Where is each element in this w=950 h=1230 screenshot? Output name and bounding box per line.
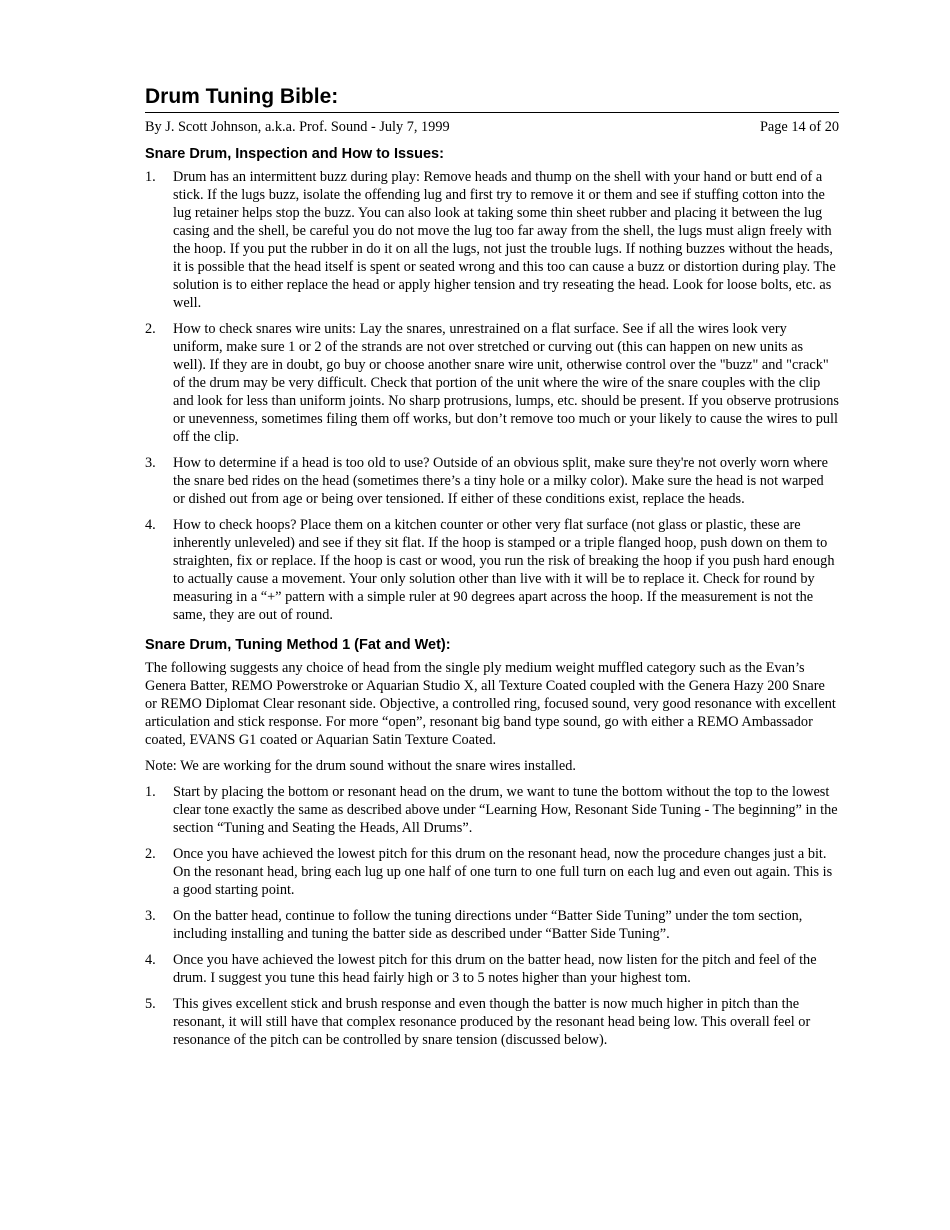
list-item [145, 907, 839, 943]
list-item [145, 168, 839, 312]
list-text: Once you have achieved the lowest pitch for this drum on the resonant head, now the procedure changes just a bit. On the resonant head, bring each lug up one half of one turn to one full turn on each lug and even out again. This is a good starting point. [173, 846, 833, 898]
list-text: Start by placing the bottom or resonant head on the drum, we want to tune the bottom without the top to the lowest clear tone exactly the same as described above under “Learning How, Resonant Side Tuning - The beginning” in the section “Tuning and Seating the Heads, All Drums”. [173, 784, 838, 836]
list-number: 2. [145, 846, 156, 862]
byline-row [145, 118, 839, 136]
list-number: 4. [145, 517, 156, 533]
page-number: Page 14 of 20 [759, 119, 839, 135]
list-number: 5. [145, 996, 156, 1012]
intro-paragraph: The following suggests any choice of head from the single ply medium weight muffled category such as the Evan’s Genera Batter, REMO Powerstroke or Aquarian Studio X, all Texture Coated coupled with the Genera Hazy 200 Snare or REMO Diplomat Clear resonant side. Objective, a controlled ring, focused sound, very good resonance with excellent articulation and stick response. For more “open”, resonant big band type sound, go with either a REMO Ambassador coated, EVANS G1 coated or Aquarian Satin Texture Coated. [145, 660, 836, 748]
list-number: 2. [145, 321, 156, 337]
list-text: This gives excellent stick and brush response and even though the batter is now much higher in pitch than the resonant, it will still have that complex resonance produced by the resonant head being low. This overall feel or resonance of the pitch can be controlled by snare tension (discussed below). [173, 996, 811, 1048]
list-text: Drum has an intermittent buzz during play: Remove heads and thump on the shell with your hand or butt end of a stick. If the lugs buzz, isolate the offending lug and first try to remove it or them and see if stuffing cotton into the lug retainer helps stop the buzz. You can also look at taking some thin sheet rubber and placing it between the lug casing and the shell, be careful you do not move the lug too far away from the shell, the lugs must align freely with the hoop. If you put the rubber in do it on all the lugs, not just the trouble lugs. If nothing buzzes without the heads, it is possible that the head itself is spent or seated wrong and this too can cause a buzz or distortion during play. The solution is to either replace the head or apply higher tension and try reseating the head. Look for loose bolts, etc. as well. [173, 169, 836, 311]
list-number: 3. [145, 908, 156, 924]
list-text: On the batter head, continue to follow the tuning directions under “Batter Side Tuning” under the tom section, including installing and tuning the batter side as described under “Batter Side Tuning”. [173, 908, 803, 942]
list-item [145, 454, 839, 508]
document-title: Drum Tuning Bible: [145, 84, 839, 113]
list-item [145, 783, 839, 837]
list-item [145, 516, 839, 624]
tuning-steps-list [145, 783, 839, 1049]
list-item [145, 845, 839, 899]
list-number: 1. [145, 784, 156, 800]
list-text: How to check hoops? Place them on a kitchen counter or other very flat surface (not glass or plastic, these are inherently unleveled) and see if they sit flat. If the hoop is stamped or a triple flanged hoop, push down on them to straighten, fix or replace. If the hoop is cast or wood, you run the risk of breaking the hoop if you push hard enough to actually cause a movement. Your only solution other than live with it will be to replace it. Check for round by measuring in a “+” pattern with a simple ruler at 90 degrees apart across the hoop. If the measurement is not the same, they are out of round. [173, 517, 835, 623]
list-text: How to check snares wire units: Lay the snares, unrestrained on a flat surface. See if all the wires look very uniform, make sure 1 or 2 of the strands are not over stretched or curving out (this can happen on new units as well). If they are in doubt, go buy or choose another snare wire unit, otherwise control over the "buzz" and "crack" of the drum may be very difficult. Check that portion of the unit where the wire of the snare couples with the clip and look for less than uniform joints. No sharp protrusions, lumps, etc. should be present. If you observe protrusions or unevenness, sometimes filing them off works, but don’t remove too much or your likely to cause the wires to pull off the clip. [173, 321, 839, 445]
section-heading-tuning-method: Snare Drum, Tuning Method 1 (Fat and Wet): [145, 637, 451, 653]
document-page [145, 84, 839, 1057]
inspection-list [145, 168, 839, 624]
list-item [145, 320, 839, 446]
list-item [145, 951, 839, 987]
list-number: 3. [145, 455, 156, 471]
list-item [145, 995, 839, 1049]
note-paragraph: Note: We are working for the drum sound without the snare wires installed. [145, 758, 576, 774]
list-number: 1. [145, 169, 156, 185]
list-text: How to determine if a head is too old to use? Outside of an obvious split, make sure they're not overly worn where the snare bed rides on the head (sometimes there’s a tiny hole or a milky color). Make sure the head is not warped or dished out from age or being over tensioned. If either of these conditions exist, replace the heads. [173, 455, 828, 507]
author-date: By J. Scott Johnson, a.k.a. Prof. Sound - July 7, 1999 [145, 119, 450, 135]
section-heading-inspection: Snare Drum, Inspection and How to Issues: [145, 146, 444, 162]
list-number: 4. [145, 952, 156, 968]
list-text: Once you have achieved the lowest pitch for this drum on the batter head, now listen for the pitch and feel of the drum. I suggest you tune this head fairly high or 3 to 5 notes higher than your highest tom. [173, 952, 817, 986]
